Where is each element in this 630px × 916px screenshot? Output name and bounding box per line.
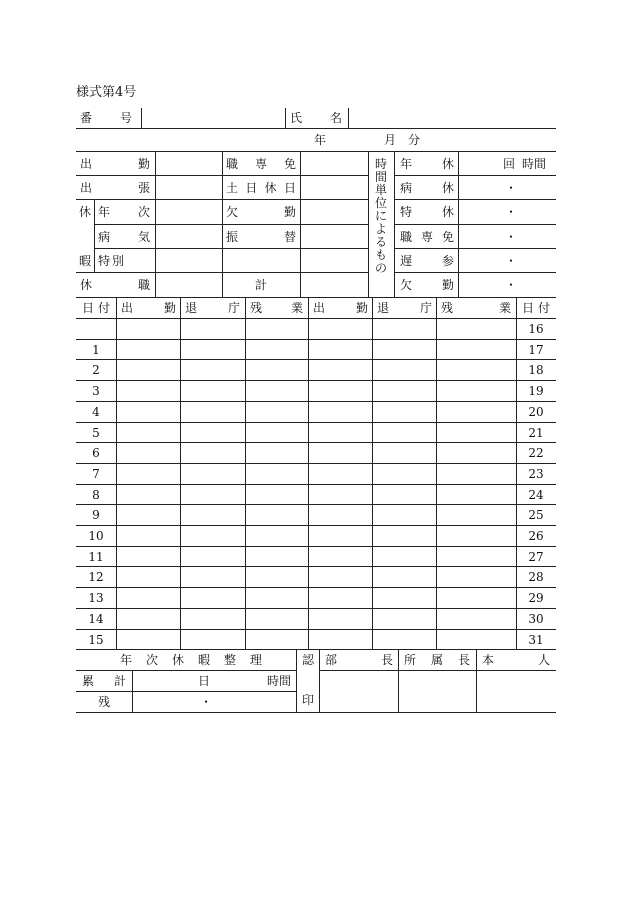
label-nin: 認 <box>302 653 315 667</box>
grid-header-rule <box>76 318 556 319</box>
seal-box-shozokucho[interactable] <box>399 671 475 711</box>
day-left: 2 <box>92 363 100 377</box>
rule <box>76 297 556 298</box>
label-shokusenmen: 職 専 免 <box>226 157 296 171</box>
day-right: 23 <box>528 467 544 481</box>
day-left: 9 <box>92 508 100 522</box>
header-date-left: 日 付 <box>82 301 110 315</box>
grid-col <box>245 297 246 649</box>
label-honnin: 本 人 <box>482 653 550 667</box>
label-shozokucho: 所 属 長 <box>404 653 470 667</box>
dot: ・ <box>505 254 518 268</box>
day-left: 7 <box>92 467 100 481</box>
day-right: 22 <box>528 446 544 460</box>
day-right: 31 <box>528 633 544 647</box>
divider <box>132 670 133 712</box>
dot: ・ <box>505 230 518 244</box>
rule <box>394 224 556 225</box>
header-shukkin: 出 勤 <box>121 301 176 315</box>
label-nenji: 年 次 <box>98 205 150 219</box>
period-label: 分 <box>408 133 421 147</box>
label-ruikei: 累 計 <box>82 674 126 688</box>
day-left: 13 <box>88 591 104 605</box>
number-field[interactable] <box>142 109 284 127</box>
day-right: 26 <box>528 529 544 543</box>
grid-bottom-rule <box>76 649 556 650</box>
grid-row-rule <box>76 484 556 485</box>
divider <box>458 151 459 297</box>
seal-box-buchou[interactable] <box>320 671 397 711</box>
grid-row-rule <box>76 401 556 402</box>
day-left: 14 <box>88 612 104 626</box>
day-left: 6 <box>92 446 100 460</box>
dot: ・ <box>200 695 213 709</box>
label-donichi: 土 日 休 日 <box>226 181 296 195</box>
label-ka: 暇 <box>79 254 92 268</box>
day-left: 3 <box>92 384 100 398</box>
header-date-right: 日 付 <box>522 301 550 315</box>
label-r-byokyu: 病 休 <box>400 181 454 195</box>
grid-row-rule <box>76 463 556 464</box>
label-kyushoku: 休 職 <box>80 278 150 292</box>
month-label: 月 <box>384 133 397 147</box>
grid-row-rule <box>76 380 556 381</box>
label-in: 印 <box>302 693 315 707</box>
vertical-label: 時間単位によるもの <box>374 157 387 275</box>
day-left: 8 <box>92 488 100 502</box>
day-right: 21 <box>528 426 544 440</box>
day-left: 5 <box>92 426 100 440</box>
label-r-kekkin: 欠 勤 <box>400 278 454 292</box>
rule <box>76 670 296 671</box>
label-r-nenkyu: 年 休 <box>400 157 454 171</box>
rule <box>76 691 296 692</box>
grid-col <box>116 297 117 649</box>
divider <box>296 649 297 712</box>
grid-row-rule <box>76 587 556 588</box>
form-id: 様式第4号 <box>76 85 137 100</box>
label-kei: 計 <box>254 278 268 292</box>
rule <box>394 272 556 273</box>
header-taicho: 退 庁 <box>185 301 240 315</box>
grid-col <box>372 297 373 649</box>
day-right: 17 <box>528 343 544 357</box>
day-left: 4 <box>92 405 100 419</box>
grid-row-rule <box>76 339 556 340</box>
grid-row-rule <box>76 359 556 360</box>
divider <box>222 151 223 297</box>
grid-col <box>436 297 437 649</box>
day-right: 25 <box>528 508 544 522</box>
rule <box>394 199 556 200</box>
header-underline <box>76 128 556 129</box>
header-shukkin-2: 出 勤 <box>313 301 368 315</box>
divider <box>300 151 301 297</box>
nenji-kyuka-seiri-title: 年 次 休 暇 整 理 <box>120 653 262 667</box>
rule <box>94 248 368 249</box>
grid-row-rule <box>76 629 556 630</box>
header-zangyo-2: 残 業 <box>441 301 511 315</box>
dot: ・ <box>505 205 518 219</box>
grid-row-rule <box>76 442 556 443</box>
dot: ・ <box>505 278 518 292</box>
day-right: 29 <box>528 591 544 605</box>
rule <box>94 224 368 225</box>
label-kai: 回 <box>503 157 516 171</box>
day-right: 30 <box>528 612 544 626</box>
header-taicho-2: 退 庁 <box>377 301 432 315</box>
label-buchou: 部 長 <box>325 653 393 667</box>
label-r-shokusenmen: 職 専 免 <box>400 230 454 244</box>
grid-col <box>180 297 181 649</box>
label-shukkin: 出 勤 <box>80 157 150 171</box>
day-right: 24 <box>528 488 544 502</box>
divider <box>368 151 369 297</box>
day-right: 27 <box>528 550 544 564</box>
label-jikan-bottom: 時間 <box>267 674 292 688</box>
day-right: 18 <box>528 363 544 377</box>
grid-col <box>516 297 517 649</box>
rule <box>394 248 556 249</box>
day-right: 20 <box>528 405 544 419</box>
divider <box>285 108 286 128</box>
label-r-chisan: 遅 参 <box>400 254 454 268</box>
rule <box>394 175 556 176</box>
label-furikae: 振 替 <box>226 230 296 244</box>
divider <box>155 151 156 297</box>
grid-row-rule <box>76 566 556 567</box>
day-left: 15 <box>88 633 104 647</box>
day-right: 19 <box>528 384 544 398</box>
label-jikan: 時間 <box>522 157 547 171</box>
day-left: 12 <box>88 570 104 584</box>
day-right: 28 <box>528 570 544 584</box>
grid-row-rule <box>76 504 556 505</box>
day-left: 1 <box>92 343 100 357</box>
dot: ・ <box>505 181 518 195</box>
label-zan: 残 <box>98 695 111 709</box>
label-byoki: 病 気 <box>98 230 150 244</box>
name-label: 氏 名 <box>290 111 342 125</box>
label-r-tokkyu: 特 休 <box>400 205 454 219</box>
rule <box>76 712 556 713</box>
grid-row-rule <box>76 422 556 423</box>
name-field[interactable] <box>349 109 554 127</box>
divider <box>394 151 395 297</box>
label-shutcho: 出 張 <box>80 181 150 195</box>
day-right: 16 <box>528 322 544 336</box>
grid-row-rule <box>76 608 556 609</box>
grid-row-rule <box>76 525 556 526</box>
label-kyu: 休 <box>79 205 92 219</box>
label-kekkin: 欠 勤 <box>226 205 296 219</box>
seal-box-honnin[interactable] <box>477 671 555 711</box>
grid-row-rule <box>76 546 556 547</box>
label-tokubetsu: 特 別 <box>98 254 124 268</box>
grid-col <box>308 297 309 649</box>
kyuka-divider <box>94 199 95 272</box>
rule <box>76 151 556 152</box>
year-label: 年 <box>314 133 327 147</box>
day-left: 11 <box>88 550 104 564</box>
header-zangyo: 残 業 <box>250 301 303 315</box>
label-nichi: 日 <box>198 674 211 688</box>
number-label: 番 号 <box>80 111 132 125</box>
day-left: 10 <box>88 529 104 543</box>
